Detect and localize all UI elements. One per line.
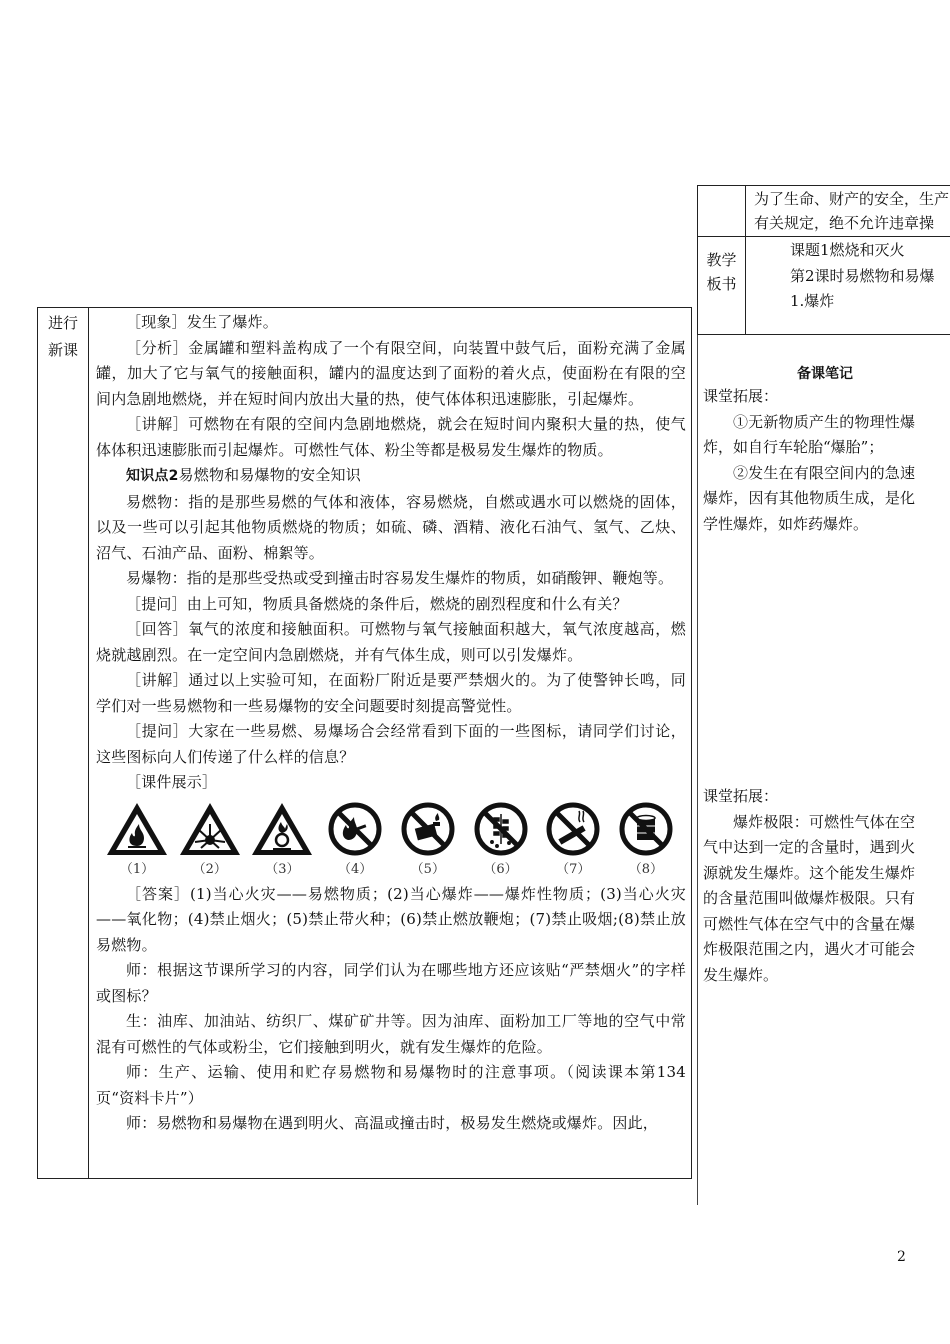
safety-signs-row: [96, 796, 681, 882]
paragraph: ［分析］金属罐和塑料盖构成了一个有限空间，向装置中鼓气后，面粉充满了金属罐，加大了它与氧气的接触面积，罐内的温度达到了面粉的着火点，使面粉在有限的空间内急剧地燃烧，并在短时间内放出大量的热，使气体体积迅速膨胀，引起爆炸。: [96, 338, 686, 408]
safety-note-text: 为了生命、财产的安全，生产 有关规定，绝不允许违章操: [754, 190, 950, 232]
section-label: 进行 新课: [47, 314, 78, 359]
paragraph: 师：生产、运输、使用和贮存易燃物和易爆物时的注意事项。（阅读课本第134页“资料卡片”）: [96, 1063, 686, 1107]
notes-divider: [697, 335, 698, 1205]
lesson-content: [96, 310, 686, 1137]
sign-1: [104, 800, 170, 882]
paragraph: ［答案］(1)当心火灾——易燃物质；(2)当心爆炸——爆炸性物质；(3)当心火灾——氧化物；(4)禁止烟火；(5)禁止带火种；(6)禁止燃放鞭炮；(7)禁止吸烟;(8)禁止放易燃物。: [96, 884, 686, 954]
sign-caption: （1）: [119, 861, 155, 877]
notes-block-1: [703, 384, 915, 537]
notes-item: ②发生在有限空间内的急速爆炸，因有其他物质生成，是化学性爆炸，如炸药爆炸。: [703, 463, 915, 533]
sign-3: [249, 800, 315, 882]
board-label: 教学 板书: [706, 251, 737, 293]
knowledge-point-heading: [96, 463, 686, 490]
paragraph: ［提问］由上可知，物质具备燃烧的条件后，燃烧的剧烈程度和什么有关？: [126, 594, 628, 613]
sign-6: [468, 800, 534, 882]
notes-item: ①无新物质产生的物理性爆炸，如自行车轮胎“爆胎”；: [703, 412, 915, 456]
sign-caption: （3）: [265, 861, 300, 877]
lesson-table: [37, 307, 692, 1179]
paragraph: ［现象］发生了爆炸。: [126, 313, 279, 331]
no-flammables-icon: [613, 800, 679, 858]
paragraph: 师：易燃物和易爆物在遇到明火、高温或撞击时，极易发生燃烧或爆炸。因此，: [126, 1114, 659, 1132]
board-table: [697, 185, 950, 335]
notes-block-2: [703, 784, 915, 988]
table-divider: [88, 308, 89, 1178]
sign-2: [177, 800, 243, 882]
paragraph: ［讲解］可燃物在有限的空间内急剧地燃烧，就会在短时间内聚积大量的热，使气体体积迅速膨胀而引起爆炸。可燃性气体、粉尘等都是极易发生爆炸的物质。: [96, 415, 686, 459]
sign-caption: （5）: [410, 861, 445, 877]
no-kindling-icon: [395, 800, 461, 858]
paragraph: ［课件展示］: [126, 773, 218, 791]
sign-7: [540, 800, 606, 882]
oxidizer-warning-icon: [249, 800, 315, 858]
paragraph: ［回答］氧气的浓度和接触面积。可燃物与氧气接触面积越大，氧气浓度越高，燃烧就越剧烈。在一定空间内急剧燃烧，并有气体生成，则可以引发爆炸。: [96, 620, 686, 664]
notes-item: 爆炸极限：可燃性气体在空气中达到一定的含量时，遇到火源就发生爆炸。这个能发生爆炸的含量范围叫做爆炸极限。只有可燃性气体在空气中的含量在爆炸极限范围之内，遇火才可能会发生爆炸。: [703, 812, 915, 984]
notes-title: 备课笔记: [797, 366, 853, 382]
no-fire-icon: [322, 800, 388, 858]
paragraph: 师：根据这节课所学习的内容，同学们认为在哪些地方还应该贴“严禁烟火”的字样或图标？: [96, 961, 686, 1005]
page-number: 2: [897, 1249, 906, 1265]
paragraph: 易燃物：指的是那些易燃的气体和液体，容易燃烧，自燃或遇水可以燃烧的固体，以及一些可以引起其他物质燃烧的物质；如硫、磷、酒精、液化石油气、氢气、乙炔、沼气、石油产品、面粉、棉絮等。: [96, 492, 686, 562]
table-divider: [745, 186, 746, 334]
paragraph: ［讲解］通过以上实验可知，在面粉厂附近是要严禁烟火的。为了使警钟长鸣，同学们对一些易燃物和一些易爆物的安全问题要时刻提高警觉性。: [96, 671, 686, 715]
paragraph: ［提问］大家在一些易燃、易爆场合会经常看到下面的一些图标，请同学们讨论，这些图标向人们传递了什么样的信息？: [96, 722, 686, 766]
notes-heading: 课堂拓展：: [703, 387, 779, 405]
no-firecrackers-icon: [468, 800, 534, 858]
sign-caption: （7）: [556, 861, 591, 877]
sign-4: [322, 800, 388, 882]
knowledge-point-title: 易燃物和易爆物的安全知识: [178, 466, 361, 484]
board-content: 课题1燃烧和灭火 第2课时易燃物和易爆 1.爆炸: [790, 241, 935, 310]
paragraph: 易爆物：指的是那些受热或受到撞击时容易发生爆炸的物质，如硝酸钾、鞭炮等。: [126, 569, 674, 587]
paragraph: 生：油库、加油站、纺织厂、煤矿矿井等。因为油库、面粉加工厂等地的空气中常混有可燃性的气体或粉尘，它们接触到明火，就有发生爆炸的危险。: [96, 1012, 686, 1056]
no-smoking-icon: [540, 800, 606, 858]
sign-8: [613, 800, 679, 882]
sign-caption: （6）: [483, 861, 518, 877]
sign-5: [395, 800, 461, 882]
explosive-warning-icon: [177, 800, 243, 858]
flammable-warning-icon: [104, 800, 170, 858]
sign-caption: （4）: [337, 861, 373, 877]
notes-heading: 课堂拓展：: [703, 787, 779, 805]
sign-caption: （8）: [628, 861, 664, 877]
knowledge-point-number: 知识点2: [126, 468, 179, 484]
sign-caption: （2）: [192, 861, 227, 877]
